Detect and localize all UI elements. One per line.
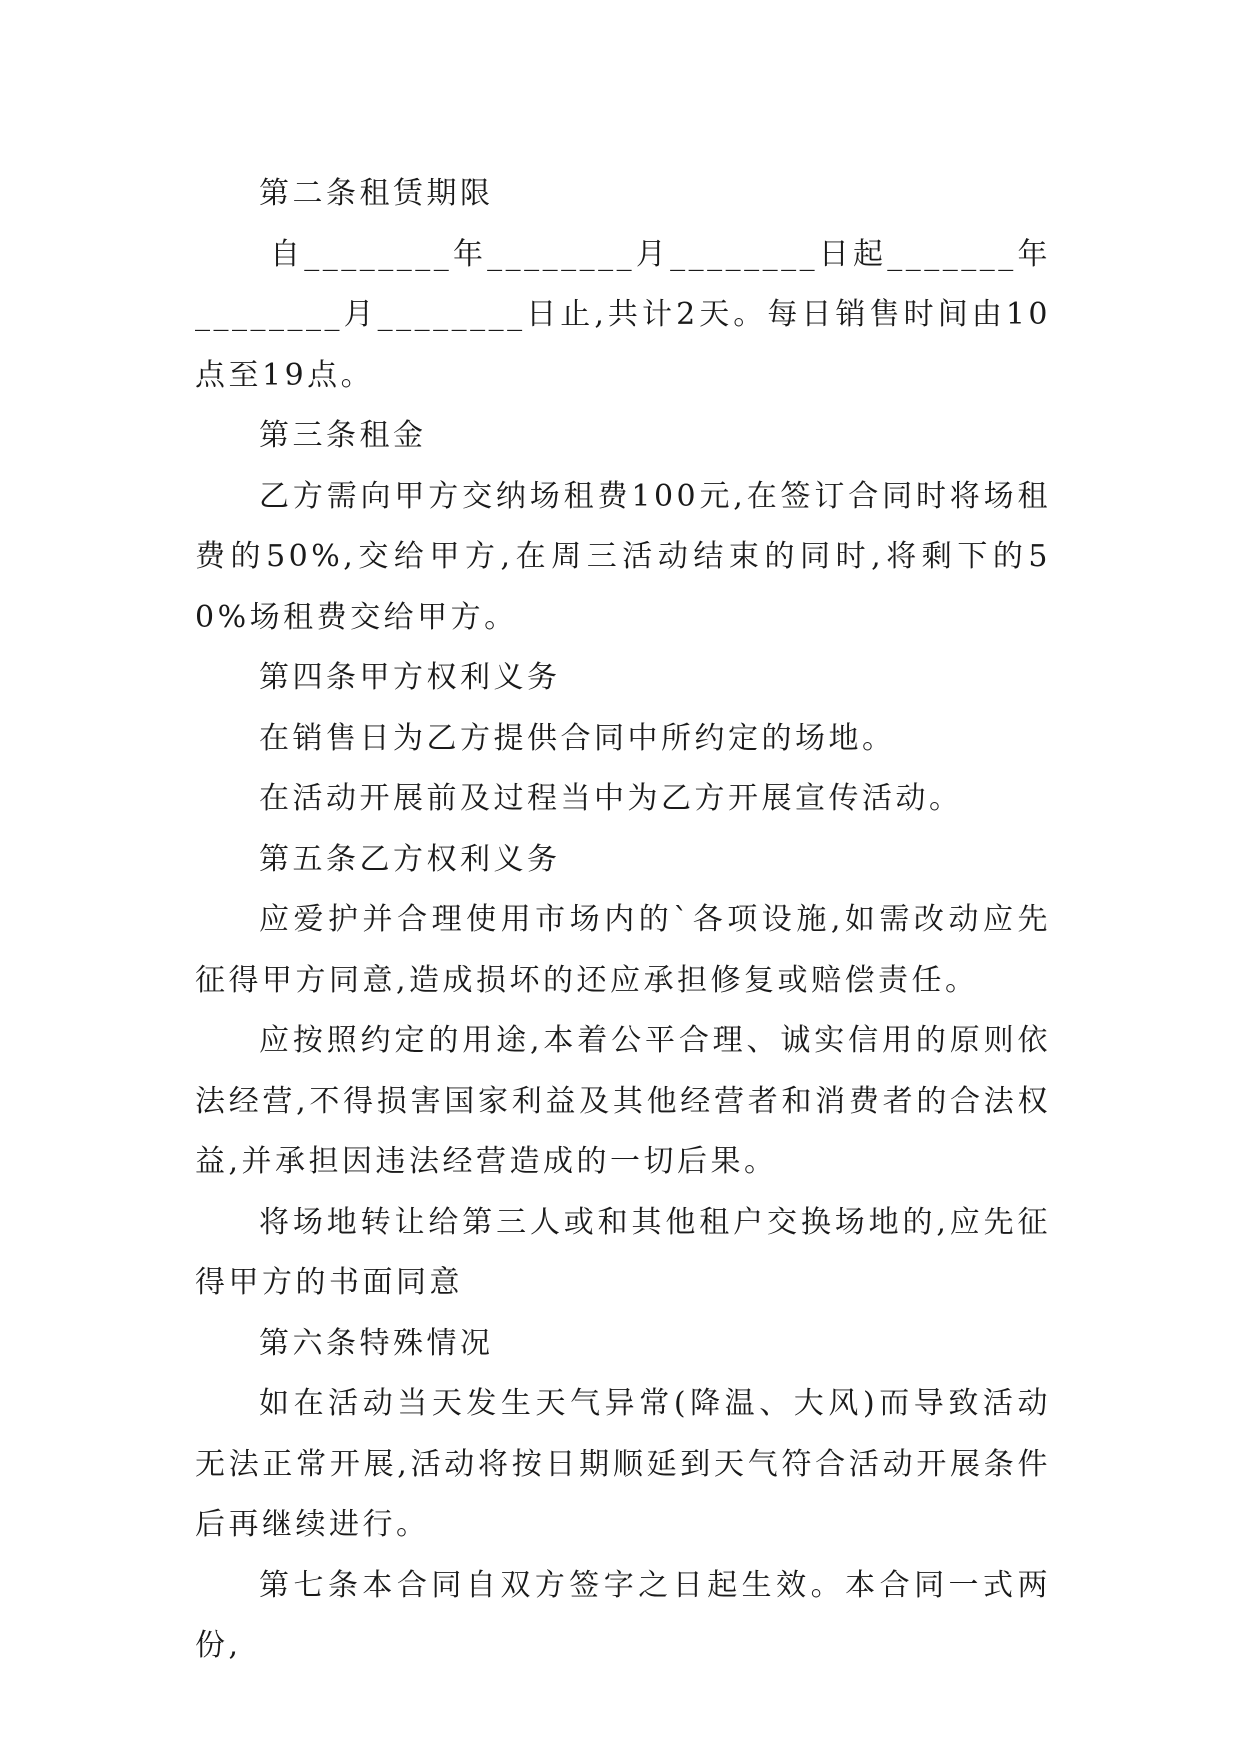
party-a-duty-2: 在活动开展前及过程当中为乙方开展宣传活动。 <box>259 781 963 816</box>
article-5-heading: 第五条乙方权利义务 <box>259 841 561 877</box>
article-2-heading: 第二条租赁期限 <box>259 176 494 211</box>
article-6-heading: 第六条特殊情况 <box>259 1325 494 1361</box>
party-b-duty-3: 将场地转让给第三人或和其他租户交换场地的,应先征得甲方的书面同意 <box>195 1204 1051 1300</box>
article-7-text: 第七条本合同自双方签字之日起生效。本合同一式两份, <box>195 1567 1051 1663</box>
party-b-duty-2: 应按照约定的用途,本着公平合理、诚实信用的原则依法经营,不得损害国家利益及其他经营者和消费者的合法权益,并承担因违法经营造成的一切后果。 <box>195 1023 1051 1179</box>
special-circumstances-text: 如在活动当天发生天气异常(降温、大风)而导致活动无法正常开展,活动将按日期顺延到天气符合活动开展条件后再继续进行。 <box>195 1386 1051 1542</box>
article-3-heading: 第三条租金 <box>259 418 427 453</box>
rent-text: 乙方需向甲方交纳场租费100元,在签订合同时将场租费的50%,交给甲方,在周三活动结束的同时,将剩下的50%场租费交给甲方。 <box>195 478 1051 635</box>
document-body <box>195 164 1051 1677</box>
party-b-duty-1: 应爱护并合理使用市场内的`各项设施,如需改动应先征得甲方同意,造成损坏的还应承担修复或赔偿责任。 <box>195 902 1051 998</box>
article-4-heading: 第四条甲方权利义务 <box>259 660 561 695</box>
lease-term-text: 自________年________月________日起_______年________月________日止,共计2天。每日销售时间由10点至19点。 <box>195 236 1051 393</box>
party-a-duty-1: 在销售日为乙方提供合同中所约定的场地。 <box>259 720 896 756</box>
